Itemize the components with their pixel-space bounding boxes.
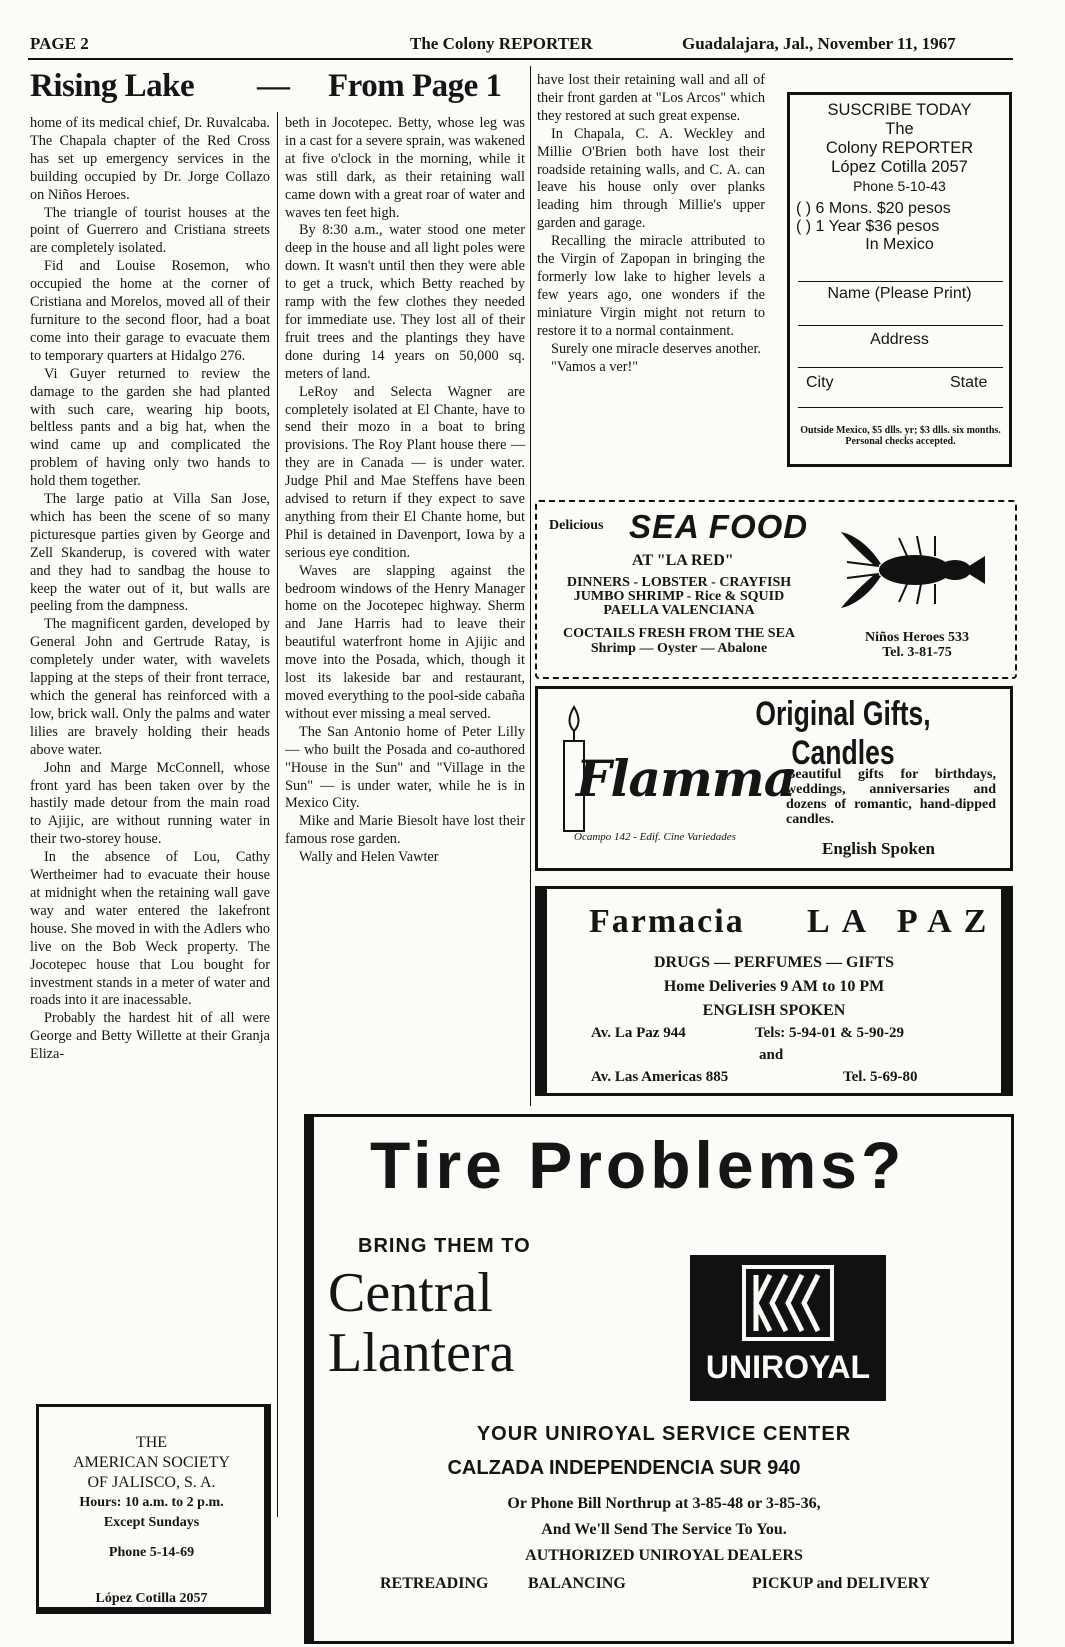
seafood-ad [535, 500, 1017, 679]
society-hours: Hours: 10 a.m. to 2 p.m. [79, 1495, 224, 1510]
article-column-2 [285, 115, 525, 867]
paragraph: John and Marge McConnell, whose front yard has been taken over by the hastily made detour from the main road to Ajijic, are without running water in their two-storey house. [30, 759, 270, 848]
paragraph: Wally and Helen Vawter [299, 849, 439, 866]
society-line: AMERICAN SOCIETY [73, 1454, 230, 1471]
seafood-line: DINNERS - LOBSTER - CRAYFISH [566, 575, 792, 590]
society-phone: Phone 5-14-69 [108, 1545, 195, 1560]
tire-phone: Or Phone Bill Northrup at 3-85-48 or 3-85-36, [507, 1495, 821, 1512]
subscribe-in-mexico: In Mexico [865, 236, 934, 253]
dateline: Guadalajara, Jal., November 11, 1967 [682, 34, 956, 53]
uniroyal-emblem-icon [742, 1265, 834, 1341]
tire-central: Central [328, 1262, 493, 1324]
address-field[interactable]: Address [870, 331, 929, 348]
paragraph: In Chapala, C. A. Weckley and Millie O'Brien both have lost their roadside retaining walls, and C. A. can leave his house only over planks leading him through Millie's upper garden and garage. [537, 125, 765, 232]
lobster-icon [837, 522, 987, 612]
city-field[interactable]: City [806, 374, 834, 391]
page-number: PAGE 2 [30, 34, 89, 53]
subscribe-box [787, 92, 1012, 467]
seafood-tel: Tel. 3-81-75 [882, 645, 952, 660]
article-column-3 [537, 72, 765, 376]
header-rule [28, 58, 1013, 60]
tire-headline: Tire Problems? [370, 1128, 906, 1202]
tire-llantera: Llantera [328, 1322, 515, 1384]
paragraph: In the absence of Lou, Cathy Wertheimer had to evacuate their house at midnight when the retaining wall gave way and water entered the lakefront house. She moved in with the Adlers who live on the Bob Weck property. The Jocotepec house that Lou bought for investment stands in a meter of water and roads into it are inacessable. [30, 849, 270, 1009]
seafood-delicious: Delicious [549, 518, 604, 533]
farmacia-address-2: Av. Las Americas 885 [591, 1069, 729, 1085]
tire-retreading: RETREADING [380, 1575, 489, 1592]
paper-title: The Colony REPORTER [410, 34, 593, 53]
uniroyal-logo [690, 1255, 886, 1401]
flamma-ad [535, 686, 1013, 871]
seafood-line: COCTAILS FRESH FROM THE SEA [562, 626, 796, 641]
flamma-brand: Flamma [576, 749, 796, 808]
form-rule [798, 407, 1003, 408]
paragraph: Mike and Marie Biesolt have lost their famous rose garden. [285, 813, 525, 848]
tire-service-center: YOUR UNIROYAL SERVICE CENTER [476, 1423, 852, 1445]
paragraph: have lost their retaining wall and all of their front garden at "Los Arcos" which they restored at such great expense. [537, 72, 765, 124]
state-field[interactable]: State [950, 374, 988, 391]
article-column-1 [30, 115, 270, 1064]
form-rule [798, 367, 1003, 368]
paragraph: The San Antonio home of Peter Lilly — who built the Posada and co-authored "House in the Sun" and "Village in the Sun" — is under water, while he is in Mexico City. [285, 723, 525, 812]
seafood-line: Shrimp — Oyster — Abalone [590, 641, 768, 656]
tire-authorized: AUTHORIZED UNIROYAL DEALERS [525, 1547, 803, 1564]
seafood-line: JUMBO SHRIMP - Rice & SQUID [573, 589, 785, 604]
subscribe-option-1yr[interactable]: ( ) 1 Year $36 pesos [796, 218, 940, 235]
tire-bring: BRING THEM TO [358, 1235, 531, 1257]
paragraph: LeRoy and Selecta Wagner are completely isolated at El Chante, have to send their mozo in a boat to bring provisions. The Roy Plant house there — they are in Canada — is under water. Judge Phil and Mae Steffens have been advised to return if they expect to save anything from their El Chante home, but Phil is detained in Davenport, Iowa by a serious eye condition. [285, 383, 525, 561]
name-field[interactable]: Name (Please Print) [827, 285, 972, 302]
american-society-ad [36, 1404, 271, 1614]
flamma-description: Beautiful gifts for birthdays, weddings, anniversaries and dozens of romantic, hand-dipped candles. [786, 767, 996, 827]
society-line: THE [135, 1434, 168, 1451]
farmacia-title: Farmacia [589, 903, 745, 940]
farmacia-line: Home Deliveries 9 AM to 10 PM [663, 978, 885, 995]
subscribe-title: SUSCRIBE TODAY [827, 101, 972, 119]
headline-left: Rising Lake [30, 68, 195, 104]
subscribe-option-6mo[interactable]: ( ) 6 Mons. $20 pesos [796, 200, 951, 217]
paragraph: The triangle of tourist houses at the point of Guerrero and Cristiana streets are completely isolated. [30, 204, 270, 257]
tire-send: And We'll Send The Service To You. [541, 1521, 787, 1538]
paragraph: The magnificent garden, developed by General John and Gertrude Ratay, is completely under water, with wavelets lapping at the steps of their front terrace, which the general has reinforced with a low, brick wall. Only the palms and water lilies are bravely holding their heads above water. [30, 616, 270, 758]
headline-dash: — [257, 68, 290, 104]
tire-balancing: BALANCING [528, 1575, 626, 1592]
farmacia-ad [535, 886, 1013, 1096]
form-rule [798, 325, 1003, 326]
flamma-address: Ocampo 142 - Edif. Cine Variedades [574, 831, 736, 843]
subscribe-footnote: Outside Mexico, $5 dlls. yr; $3 dlls. six months. Personal checks accepted. [800, 425, 1001, 447]
farmacia-tels-1: Tels: 5-94-01 & 5-90-29 [755, 1025, 905, 1041]
paragraph: Surely one miracle deserves another. [551, 340, 762, 357]
tire-ad [304, 1114, 1014, 1644]
paragraph: The large patio at Villa San Jose, which has been the scene of so many picturesque parties given by George and Zell Skanderup, is covered with water and they had to sandbag the house to keep the water out of it, but walls are peeling from the dampness. [30, 491, 270, 615]
paragraph: Recalling the miracle attributed to the Virgin of Zapopan in bringing the formerly low lake to higher levels a few years ago, one wonders if the miniature Virgin might not return to restore it to a normal containment. [537, 233, 765, 339]
paragraph: beth in Jocotepec. Betty, whose leg was in a cast for a severe sprain, was wakened at five o'clock in the morning, while it was still dark, as their retaining wall came down with a great roar of water and waves ten feet high. [285, 115, 525, 221]
society-address: López Cotilla 2057 [95, 1591, 208, 1606]
column-divider [530, 66, 531, 1106]
subscribe-phone: Phone 5-10-43 [853, 178, 946, 194]
uniroyal-wordmark: UNIROYAL [705, 1349, 871, 1385]
farmacia-address-1: Av. La Paz 944 [591, 1025, 686, 1041]
farmacia-line: ENGLISH SPOKEN [702, 1002, 846, 1019]
tire-address: CALZADA INDEPENDENCIA SUR 940 [447, 1457, 801, 1479]
flamma-title: Original Gifts, Candles [755, 695, 931, 772]
farmacia-tel-2: Tel. 5-69-80 [843, 1069, 918, 1085]
farmacia-and: and [759, 1047, 784, 1063]
society-except: Except Sundays [103, 1515, 200, 1530]
seafood-address: Niños Heroes 533 [865, 630, 969, 645]
flamma-english: English Spoken [822, 839, 935, 858]
paragraph: Fid and Louise Rosemon, who occupied the home at the corner of Cristiana and Morelos, moved all of their furniture to the second floor, had a boat come into their garage to evacuate them to temporary quarters at Hidalgo 276. [30, 258, 270, 364]
subscribe-paper: Colony REPORTER [825, 139, 974, 157]
form-rule [798, 281, 1003, 282]
headline-right: From Page 1 [328, 68, 502, 104]
subscribe-address: López Cotilla 2057 [831, 158, 968, 176]
paragraph: "Vamos a ver!" [551, 358, 639, 375]
paragraph: Probably the hardest hit of all were George and Betty Willette at their Granja Eliza- [30, 1010, 270, 1063]
column-divider [277, 112, 278, 1517]
paragraph: By 8:30 a.m., water stood one meter deep in the house and all light poles were down. It wasn't until then they were able to get a truck, which Betty reached by ramp with the few clothes they needed for immediate use. They lost all of their fruit trees and the plantings they have done during 14 years on 50,000 sq. meters of land. [285, 222, 525, 382]
paragraph: Waves are slapping against the bedroom windows of the Henry Manager home on the Jocotepec highway. Sherm and Jane Harris had to leave their beautiful waterfront home in Ajijic and move into the Posada, which, though it lost its lakeside bar and restaurant, moved everything to the pool-side cabaña without ever missing a meal served. [285, 562, 525, 722]
paragraph: home of its medical chief, Dr. Ruvalcaba. The Chapala chapter of the Red Cross has set up emergency services in the building occupied by Dr. Jorge Collazo on Niños Heroes. [30, 115, 270, 203]
subscribe-the: The [885, 120, 914, 138]
seafood-at: AT "LA RED" [632, 552, 734, 569]
farmacia-la-paz: LA PAZ [807, 903, 999, 940]
farmacia-line: DRUGS — PERFUMES — GIFTS [653, 954, 895, 971]
tire-pickup: PICKUP and DELIVERY [752, 1575, 931, 1592]
seafood-title: SEA FOOD [629, 508, 809, 545]
seafood-line: PAELLA VALENCIANA [603, 603, 755, 618]
paragraph: Vi Guyer returned to review the damage to the garden she had planted with such care, wearing hip boots, beltless pants and a big hat, when the wind came up and complicated the problem of having only two hands to hold them together. [30, 365, 270, 490]
society-line: OF JALISCO, S. A. [87, 1474, 216, 1491]
